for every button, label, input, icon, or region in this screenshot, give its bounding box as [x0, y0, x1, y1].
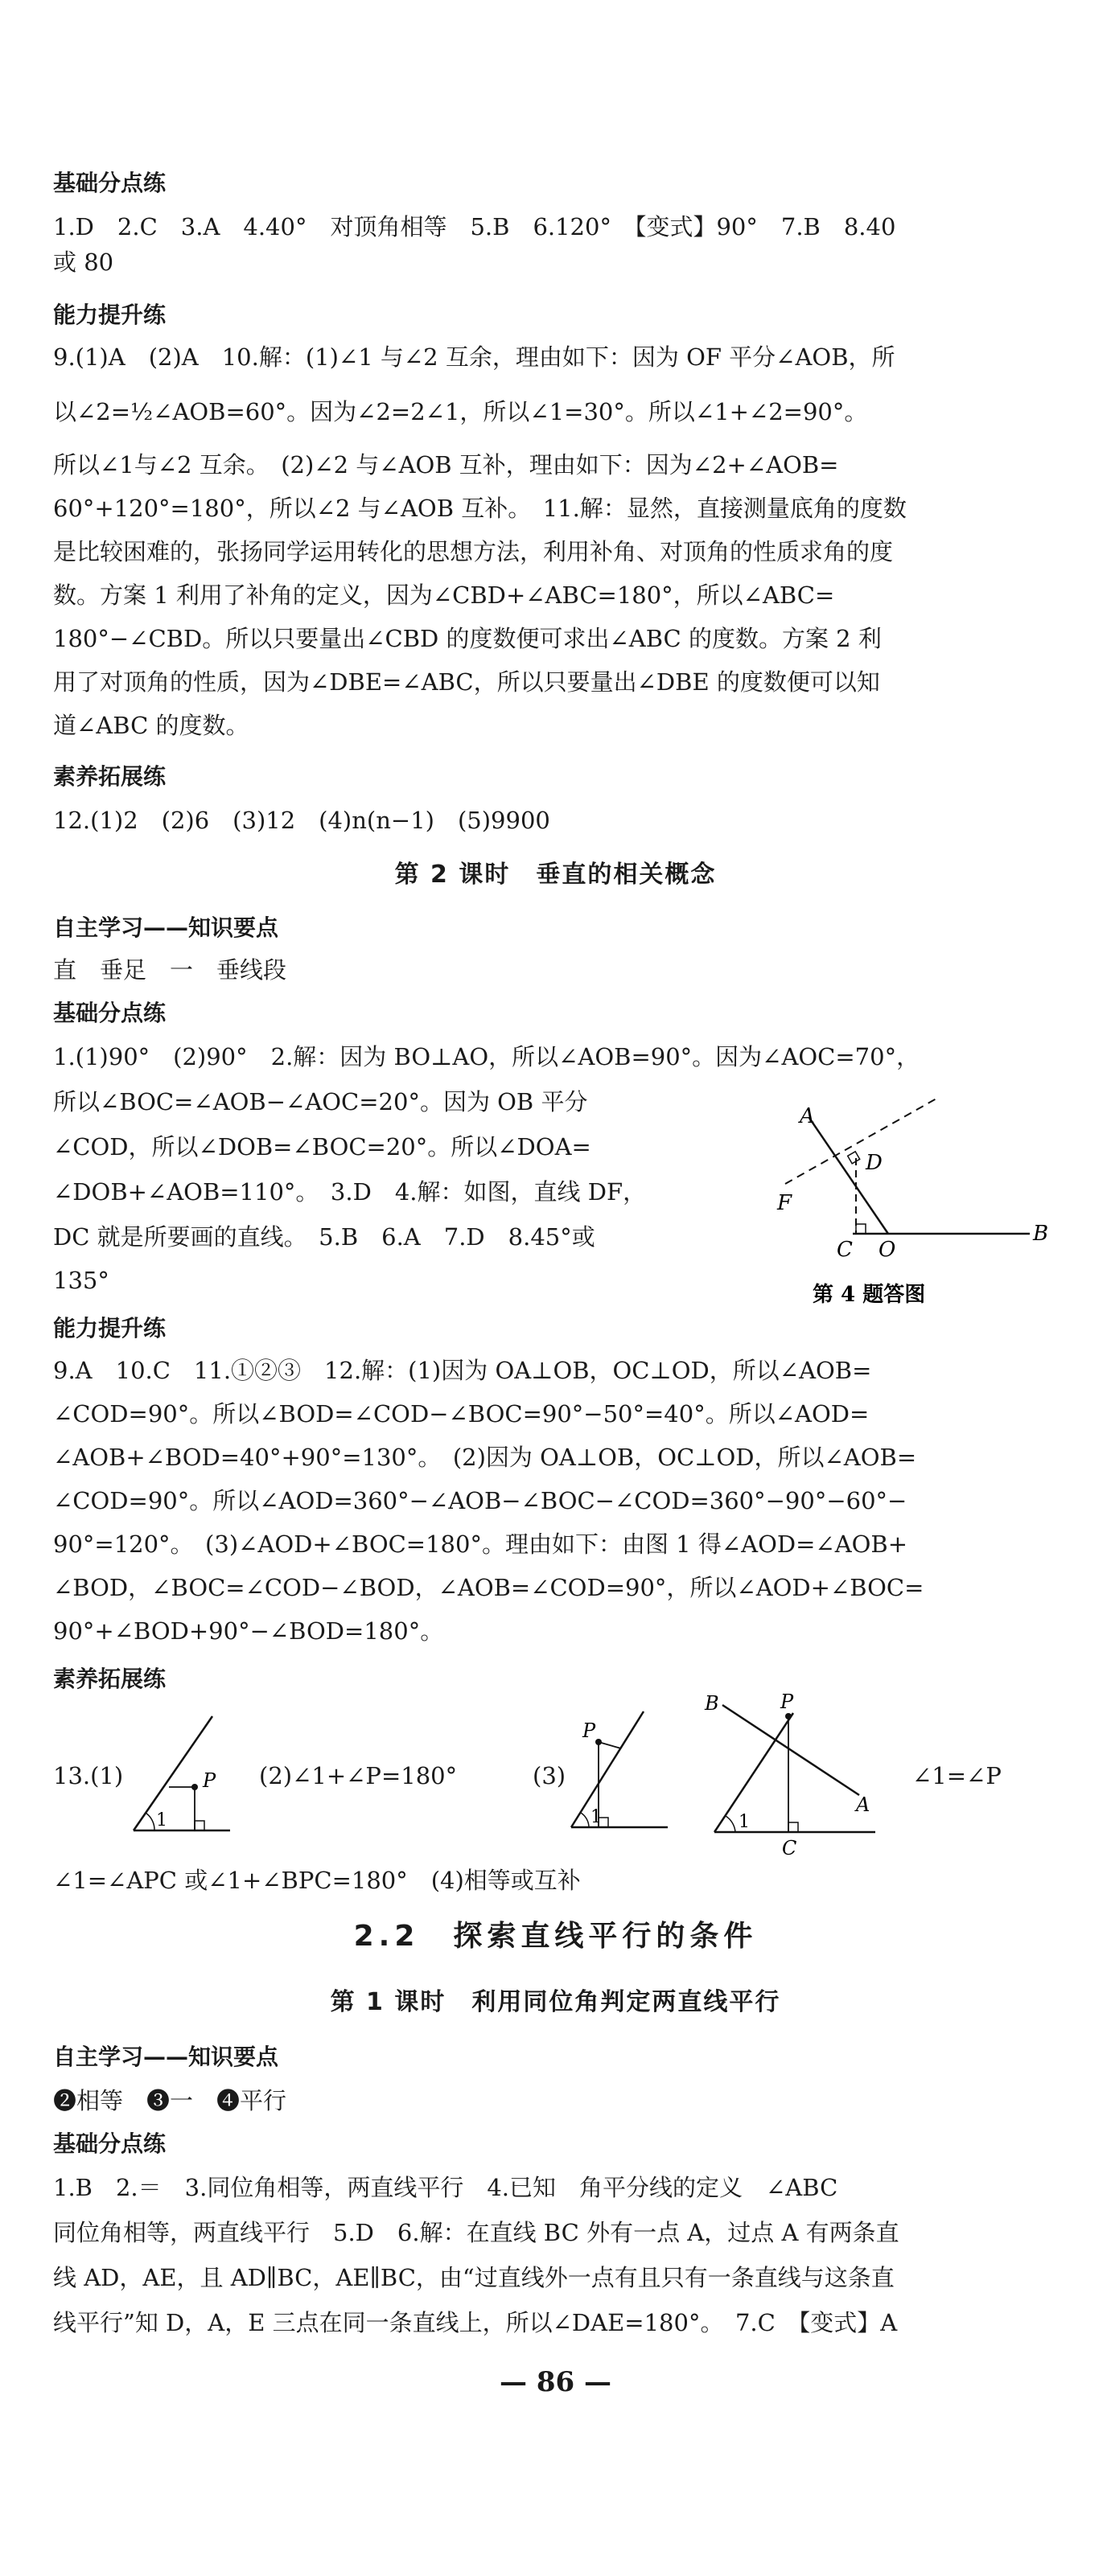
- lesson-title: 第 1 课时 利用同位角判定两直线平行: [330, 1988, 781, 2016]
- text-line: ∠COD，所以∠DOB=∠BOC=20°。所以∠DOA=: [53, 1133, 591, 1161]
- text-line: 所以∠1与∠2 互余。 (2)∠2 与∠AOB 互补，理由如下：因为∠2+∠AOB=: [53, 451, 839, 479]
- text-line: 以∠2=½∠AOB=60°。因为∠2=2∠1，所以∠1=30°。所以∠1+∠2=90°。: [53, 398, 868, 425]
- figure-q13-1: [126, 1708, 238, 1853]
- heading-self-study: 自主学习——知识要点: [53, 914, 279, 941]
- text-line: 所以∠BOC=∠AOB−∠AOC=20°。因为 OB 平分: [53, 1088, 588, 1115]
- fig4-label-o: O: [879, 1238, 896, 1262]
- text-line: 12.(1)2 (2)6 (3)12 (4)n(n−1) (5)9900: [53, 807, 550, 834]
- figure-q13-3: [698, 1691, 891, 1859]
- fig4-label-a: A: [800, 1104, 815, 1128]
- lesson-title: 第 2 课时 垂直的相关概念: [394, 861, 717, 889]
- fig4-caption: 第 4 题答图: [813, 1283, 926, 1307]
- fig4-label-d: D: [866, 1151, 883, 1175]
- text-line: 1.B 2.＝ 3.同位角相等，两直线平行 4.已知 角平分线的定义 ∠ABC: [53, 2174, 838, 2201]
- text-line: 9.A 10.C 11.①②③ 12.解：(1)因为 OA⊥OB，OC⊥OD，所以∠AOB=: [53, 1357, 872, 1384]
- fig13-1-label-p: P: [203, 1769, 216, 1792]
- fig13-3-label-1: 1: [739, 1812, 750, 1832]
- right-angle-mark-d: [848, 1152, 860, 1164]
- fig13-1-label-1: 1: [156, 1810, 167, 1830]
- text-line: 直 垂足 一 垂线段: [53, 956, 287, 984]
- text-line: 90°=120°。 (3)∠AOD+∠BOC=180°。理由如下：由图 1 得∠AOD=∠AOB+: [53, 1530, 908, 1558]
- figure-q13-2: [563, 1705, 676, 1850]
- fig13-3-label-c: C: [782, 1837, 797, 1859]
- heading-ability-practice: 能力提升练: [53, 1315, 167, 1341]
- fig13-2-label-p: P: [582, 1719, 596, 1742]
- text-line: 180°−∠CBD。所以只要量出∠CBD 的度数便可求出∠ABC 的度数。方案 2 利: [53, 625, 882, 652]
- text-line: ∠DOB+∠AOB=110°。 3.D 4.解：如图，直线 DF，: [53, 1178, 647, 1206]
- text-line: 是比较困难的，张扬同学运用转化的思想方法，利用补角、对顶角的性质求角的度: [53, 538, 894, 565]
- text-line: 9.(1)A (2)A 10.解：(1)∠1 与∠2 互余，理由如下：因为 OF 平分∠AOB，所: [53, 343, 895, 371]
- text-line: 线平行”知 D，A，E 三点在同一条直线上，所以∠DAE=180°。 7.C 【变式】A: [53, 2309, 898, 2336]
- heading-literacy-practice: 素养拓展练: [53, 1666, 167, 1692]
- fig13-3-label-p: P: [780, 1691, 794, 1713]
- text-line: 线 AD，AE，且 AD∥BC，AE∥BC，由“过直线外一点有且只有一条直线与这条直: [53, 2264, 895, 2291]
- text-line: DC 就是所要画的直线。 5.B 6.A 7.D 8.45°或: [53, 1223, 595, 1251]
- text-line: ∠1=∠APC 或∠1+∠BPC=180° (4)相等或互补: [53, 1867, 581, 1894]
- heading-ability-practice: 能力提升练: [53, 302, 167, 328]
- fig13-3-label-b: B: [705, 1692, 719, 1715]
- q13-part3: (3): [533, 1762, 566, 1789]
- q13-part2: (2)∠1+∠P=180°: [259, 1762, 458, 1789]
- text-line: 90°+∠BOD+90°−∠BOD=180°。: [53, 1617, 444, 1645]
- q13-number: 13.(1): [53, 1762, 124, 1789]
- right-angle-mark-c: [856, 1224, 866, 1234]
- text-line: 或 80: [53, 249, 114, 276]
- heading-basic-practice: 基础分点练: [53, 1000, 167, 1026]
- fig4-label-b: B: [1033, 1222, 1049, 1246]
- heading-self-study: 自主学习——知识要点: [53, 2044, 279, 2070]
- text-line: ∠COD=90°。所以∠BOD=∠COD−∠BOC=90°−50°=40°。所以∠AOD=: [53, 1400, 870, 1428]
- fig13-2-label-1: 1: [590, 1807, 602, 1827]
- text-line: ∠AOB+∠BOD=40°+90°=130°。 (2)因为 OA⊥OB，OC⊥OD，所以∠AOB=: [53, 1444, 917, 1471]
- text-line: 用了对顶角的性质，因为∠DBE=∠ABC，所以只要量出∠DBE 的度数便可以知: [53, 668, 880, 696]
- fig13-3-label-a: A: [856, 1793, 870, 1816]
- text-line: ∠BOD，∠BOC=∠COD−∠BOD，∠AOB=∠COD=90°，所以∠AOD+∠BOC=: [53, 1574, 924, 1601]
- heading-basic-practice: 基础分点练: [53, 2130, 167, 2157]
- section-title: 2.2 探索直线平行的条件: [353, 1920, 758, 1953]
- q13-tail: ∠1=∠P: [912, 1762, 1002, 1789]
- figure-q4: [756, 1091, 1062, 1316]
- text-line: ❷相等 ❸一 ❹平行: [53, 2087, 287, 2114]
- text-line: ∠COD=90°。所以∠AOD=360°−∠AOB−∠BOC−∠COD=360°−90°−60°−: [53, 1487, 907, 1514]
- line-da: [809, 1118, 888, 1234]
- text-line: 1.D 2.C 3.A 4.40° 对顶角相等 5.B 6.120° 【变式】90° 7.B 8.40: [53, 213, 896, 240]
- text-line: 道∠ABC 的度数。: [53, 712, 249, 739]
- heading-basic-practice: 基础分点练: [53, 170, 167, 196]
- text-line: 60°+120°=180°，所以∠2 与∠AOB 互补。 11.解：显然，直接测量底角的度数: [53, 495, 907, 522]
- text-line: 1.(1)90° (2)90° 2.解：因为 BO⊥AO，所以∠AOB=90°。因为∠AOC=70°，: [53, 1043, 920, 1070]
- heading-literacy-practice: 素养拓展练: [53, 763, 167, 790]
- text-line: 数。方案 1 利用了补角的定义，因为∠CBD+∠ABC=180°，所以∠ABC=: [53, 581, 835, 609]
- text-line: 135°: [53, 1267, 109, 1294]
- text-line: 同位角相等，两直线平行 5.D 6.解：在直线 BC 外有一点 A，过点 A 有两条直: [53, 2219, 899, 2246]
- fig4-label-c: C: [837, 1238, 853, 1262]
- fig4-label-f: F: [777, 1191, 792, 1215]
- page-number: — 86 —: [500, 2366, 611, 2398]
